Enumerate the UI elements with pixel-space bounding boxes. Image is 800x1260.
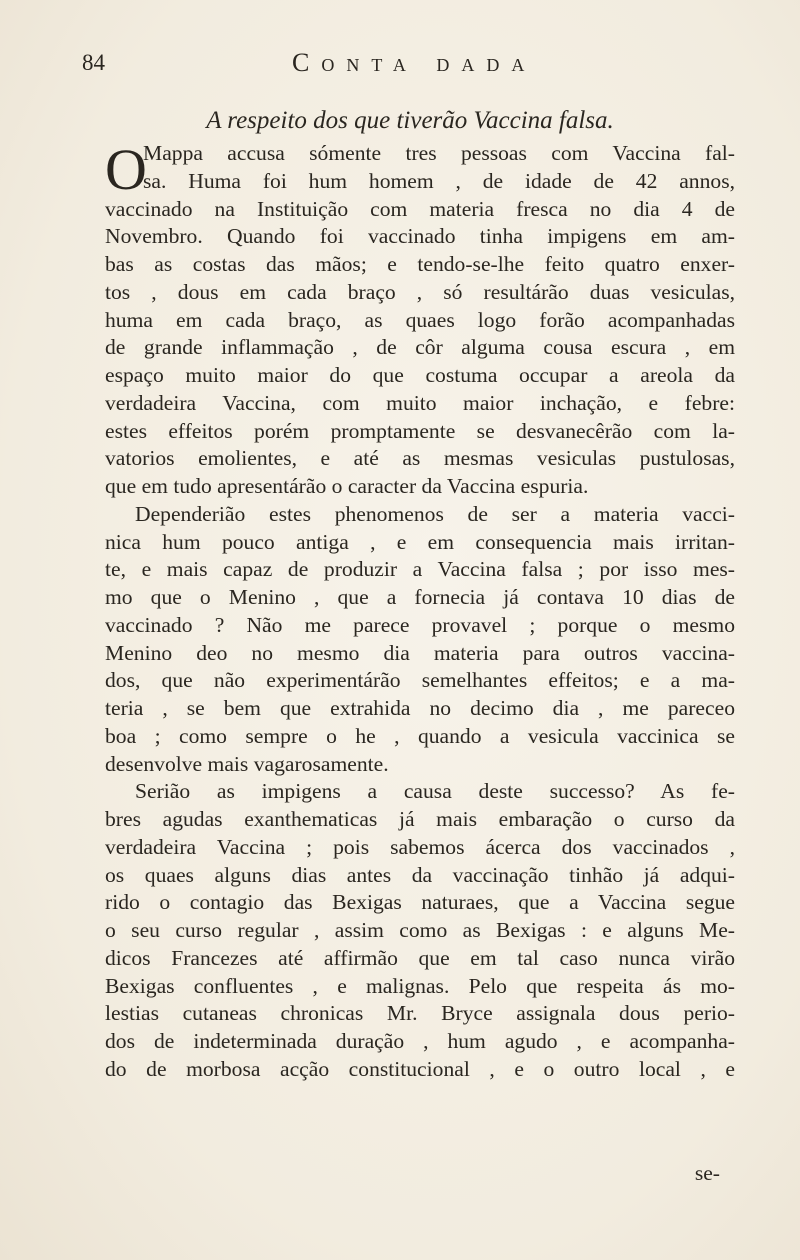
text-line: tos , dous em cada braço , só resultárão duas vesiculas, [105, 279, 735, 304]
text-line: bas as costas das mãos; e tendo-se-lhe feito quatro enxer- [105, 252, 735, 276]
body-text [105, 137, 735, 1084]
text-line: vaccinado ? Não me parece provavel ; porque o mesmo [105, 612, 735, 637]
text-line: te, e mais capaz de produzir a Vaccina falsa ; por isso mes- [105, 557, 735, 582]
text-line: rido o contagio das Bexigas naturaes, que a Vaccina segue [105, 890, 735, 915]
text-line: Mappa accusa sómente tres pessoas com Vaccina fal- [143, 141, 735, 165]
text-line: vaccinado na Instituição com materia fresca no dia 4 de [105, 196, 735, 221]
page-number: 84 [82, 50, 105, 75]
text-line: Dependerião estes phenomenos de ser a materia vacci- [135, 501, 735, 526]
text-line: verdadeira Vaccina ; pois sabemos ácerca dos vaccinados , [105, 834, 735, 859]
running-title: Conta dada [292, 48, 537, 77]
text-line: bres agudas exanthematicas já mais embaração o curso da [105, 807, 735, 831]
text-line: nica hum pouco antiga , e em consequencia mais irritan- [105, 529, 735, 554]
text-line: os quaes alguns dias antes da vaccinação tinhão já adqui- [105, 862, 735, 887]
text-line: sa. Huma foi hum homem , de idade de 42 annos, [143, 168, 735, 193]
text-line: Novembro. Quando foi vaccinado tinha impigens em am- [105, 224, 735, 249]
catchword: se- [694, 1161, 720, 1185]
text-line: verdadeira Vaccina, com muito maior inchação, e febre: [105, 390, 735, 415]
text-line: Serião as impigens a causa deste successo? As fe- [135, 779, 735, 804]
text-line: desenvolve mais vagarosamente. [105, 751, 389, 776]
text-line: lestias cutaneas chronicas Mr. Bryce assignala dous perio- [105, 1001, 735, 1026]
text-line: espaço muito maior do que costuma occupar a areola da [105, 363, 735, 387]
drop-cap: O [105, 137, 147, 202]
text-line: que em tudo apresentárão o caracter da Vaccina espuria. [105, 474, 589, 498]
text-line: vatorios emolientes, e até as mesmas vesiculas pustulosas, [105, 446, 735, 471]
text-line: boa ; como sempre o he , quando a vesicula vaccinica se [105, 723, 735, 748]
text-line: huma em cada braço, as quaes logo forão acompanhadas [105, 307, 735, 332]
text-line: dos de indeterminada duração , hum agudo , e acompanha- [105, 1029, 735, 1053]
text-line: dicos Francezes até affirmão que em tal caso nunca virão [105, 945, 735, 970]
text-line: teria , se bem que extrahida no decimo dia , me pareceo [105, 696, 735, 720]
text-line: dos, que não experimentárão semelhantes effeitos; e a ma- [105, 668, 735, 693]
running-head [82, 46, 722, 86]
text-line: Bexigas confluentes , e malignas. Pelo que respeita ás mo- [105, 973, 735, 998]
text-line: o seu curso regular , assim como as Bexigas : e alguns Me- [105, 918, 735, 942]
text-line: estes effeitos porém promptamente se desvanecêrão com la- [105, 418, 735, 443]
text-line: do de morbosa acção constitucional , e o outro local , e [105, 1056, 735, 1081]
section-heading: A respeito dos que tiverão Vaccina falsa. [206, 107, 614, 134]
text-line: mo que o Menino , que a fornecia já contava 10 dias de [105, 585, 735, 609]
text-line: de grande inflammação , de côr alguma cousa escura , em [105, 335, 735, 360]
text-line: Menino deo no mesmo dia materia para outros vaccina- [105, 640, 735, 665]
